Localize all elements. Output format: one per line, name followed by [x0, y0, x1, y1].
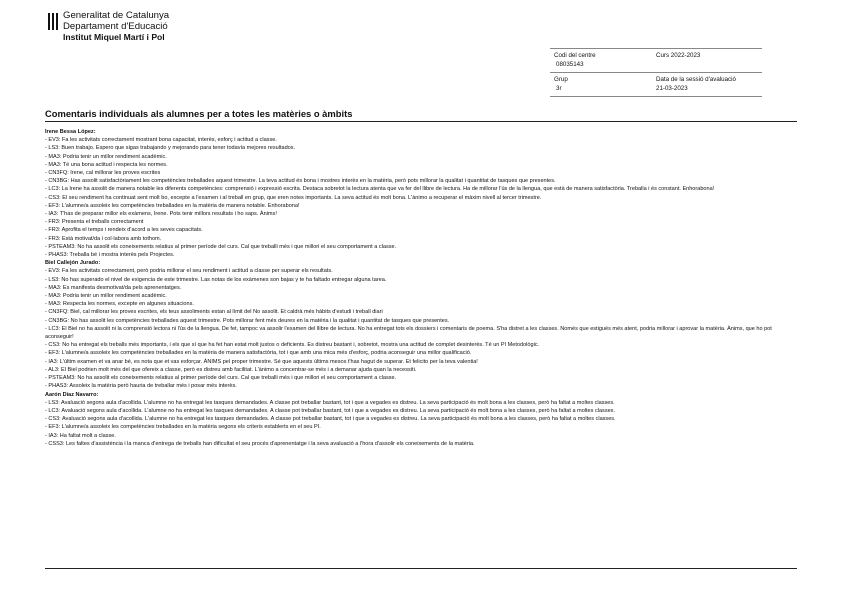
comment-line: - MA3: Podria tenir un millor rendiment acadèmic. [45, 293, 167, 300]
metadata-table [550, 48, 762, 97]
metadata-row [550, 48, 762, 72]
comment-line: - IA3: Ha faltat molt a classe. [45, 432, 116, 439]
comment-line: - IA3: T'has de preparar millor els exàmens, Irene. Pots tenir millors resultats i ho saps. Ànims! [45, 211, 277, 218]
comment-line: - IA3: L'últim examen et va anar bé, es nota que et vas esforçar. ÀNIMS pel proper trimestre. Sé que aquests últims mesos t'has hagut de superar. Et felicito per la teva valentia! [45, 358, 478, 365]
comment-list [45, 267, 797, 390]
comment-line: - FR3: Aprofita el temps i rendeix d'acord a les seves capacitats. [45, 227, 203, 234]
codi-label: Codi del centre [554, 52, 596, 59]
student-block [45, 391, 797, 448]
comment-line: - MA3: Respecta les normes, excepte en algunes situacions. [45, 301, 194, 308]
comment-line: - EF3: L'alumne/a assoleix les competències treballades en la matèria segons els criteris establerts en el seu PI. [45, 424, 321, 431]
student-name: Biel Callejón Jurado: [45, 260, 101, 267]
comment-line: - LS3: Buen trabajo. Espero que sigas trabajando y mejorando para tener todavía mejores resultados. [45, 145, 296, 152]
comment-line: - FR3: Està motivat/da i col·labora amb tothom. [45, 235, 162, 242]
comment-line: - LS3: No has superado el nivel de exigencia de este trimestre. Las notas de los exámenes son bajas y te ha faltado entregar alguna tarea. [45, 276, 387, 283]
footer-divider [45, 568, 797, 569]
comment-line: - EV3: Fa les activitats correctament mostrant bona capacitat, interès, esforç i actitud a classe. [45, 137, 277, 144]
comment-line: - AL3: El Biel podrien molt més del que ofereix a classe, però es distreu amb facilitat. L'ànimo a concentrar-se més i a demanar ajuda quan la necessiti. [45, 366, 417, 373]
comment-line: - LC3: La Irene ha assolit de manera notable les diferents competències: comprensió i expressió escrita. Destaca sobretot la lectura atenta que va fer del llibre de lectura. Ha de millorar l'ús de la llengua, que està de manera satisfactòria. Treballa i és constant. Enhorabona! [45, 186, 715, 193]
codi-value: 08035143 [556, 61, 584, 68]
page-title: Comentaris individuals als alumnes per a totes les matèries o àmbits [45, 108, 353, 119]
student-block [45, 259, 797, 390]
comment-line: - MA3: Es manifesta desmotivat/da pels aprenentatges. [45, 284, 182, 291]
comment-line: - CS3: El seu rendiment ha continuat sent molt bo, excepte a l'examen i al treball en grup, que eren notes importants. La seva actitud és molt bona. L'ànimo a recuperar el màxim nivell al tercer trimestre. [45, 194, 542, 201]
comment-line: - LS3: Avaluació segons aula d'acollida. L'alumne no ha entregat les tasques demandades. A classe pot treballar bastant, tot i que a vegades es distreu. La seva participació és molt bona a les classes, però ha faltat a moltes classes. [45, 399, 615, 406]
comment-line: - FR3: Presenta el treballs correctament [45, 219, 144, 226]
comment-line: - CN3FQ: Irene, cal millorar les proves escrites [45, 170, 161, 177]
comment-line: - CN3BG: No has assolit les competències treballades aquest trimestre. Pots millorar fent més deures en la matèria i la qualitat i quantitat de tasques que presentes. [45, 317, 450, 324]
curs-label: Curs 2022-2023 [656, 52, 701, 59]
data-value: 21-03-2023 [656, 85, 688, 92]
institution-header [63, 11, 169, 43]
org-line-1: Generalitat de Catalunya [63, 10, 170, 21]
comment-line: - CN3FQ: Biel, cal millorar les proves escrites, els teus assoliments estan al límit del No assolit. Et caldrà més hàbits d'estudi i treball diari [45, 309, 383, 316]
comment-line: - EF3: L'alumne/a assoleix les competències treballades en la matèria de manera notable. Enhorabona! [45, 202, 300, 209]
data-label: Data de la sessió d'avaluació [656, 76, 736, 83]
comment-line: - PHAS3: Assoleix la matèria però hauria de treballar més i posar més interès. [45, 383, 237, 390]
comment-line: - MA3: Té una bona actitud i respecta les normes. [45, 161, 168, 168]
comment-line: - PSTEAM3: No ha assolit els coneixements relatius al primer període del curs. Cal que treballi més i que millori el seu comportament a classe. [45, 243, 397, 250]
student-name: Aarón Díaz Navarro: [45, 391, 99, 398]
comment-line: - PHAS3: Treballa bé i mostra interès pels Projectes. [45, 252, 175, 259]
comment-line: - LC3: El Biel no ha assolit ni la comprensió lectora ni l'ús de la llengua. De fet, tampoc va assolir l'examen del llibre de lectura. No ha entregat tots els dossiers i comentaris de poema. S'ha distret a les classes. Només que estigués més atent, podria millorar i aprovar la matèria. Ànims, que ho pot aconseguir! [45, 325, 772, 341]
institution-name: Institut Miquel Martí i Pol [63, 32, 165, 42]
comment-line: - EV3: Fa les activitats correctament, però podria millorar el seu rendiment i actitud a classe per superar els resultats. [45, 268, 333, 275]
comment-line: - CN3BG: Has assolit satisfactòriament les competències treballades aquest trimestre. La teva actitud és bona i mostres interès en la matèria, però pots millorar la qualitat i quantitat de tasques que presentes. [45, 178, 556, 185]
comment-line: - PSTEAM3: No ha assolit els coneixements relatius al primer període del curs. Cal que treballi més i que millori el seu comportament a classe. [45, 375, 397, 382]
grup-value: 3r [556, 85, 562, 92]
metadata-row [550, 72, 762, 97]
student-name: Irene Bessa López: [45, 129, 96, 135]
comment-list [45, 136, 797, 259]
grup-label: Grup [554, 76, 568, 83]
comment-line: - MA3: Podria tenir un millor rendiment acadèmic. [45, 153, 167, 160]
comment-list [45, 399, 797, 448]
comment-line: - LC3: Avaluació segons aula d'acollida. L'alumne no ha entregat les tasques demandades. A classe pot treballar bastant, tot i que a vegades es distreu. La seva participació és molt bona a les classes, però ha faltat a moltes classes. [45, 407, 615, 414]
org-line-2: Departament d'Educació [63, 20, 168, 32]
comment-line: - CSS3: Les faltes d'assistència i la manca d'entrega de treballs han dificultat el seu procés d'aprenentatge i la seva avaluació a l'hora d'assolir els coneixements de la matèria. [45, 440, 475, 447]
title-divider [45, 121, 797, 122]
comments-content [45, 128, 797, 448]
comment-line: - EF3: L'alumne/a assoleix les competències treballades en la matèria de manera satisfactòria, tot i que amb una mica més d'esforç, podria aconseguir una millor qualificació. [45, 350, 472, 357]
comment-line: - CS3: Avaluació segons aula d'acollida. L'alumne no ha entregat les tasques demandades. A classe pot treballar bastant, tot i que a vegades es distreu. La seva participació és molt bona a les classes, però ha faltat a moltes classes. [45, 416, 616, 423]
generalitat-logo-icon [47, 13, 59, 30]
student-block [45, 128, 797, 259]
comment-line: - CS3: No ha entregat els treballs més importants, i els que sí que ha fet han estat molt justos o deficients. Es distreu bastant i, sobretot, mostra una actitud de complet desinterès. Té un PI Metodològic. [45, 342, 540, 349]
